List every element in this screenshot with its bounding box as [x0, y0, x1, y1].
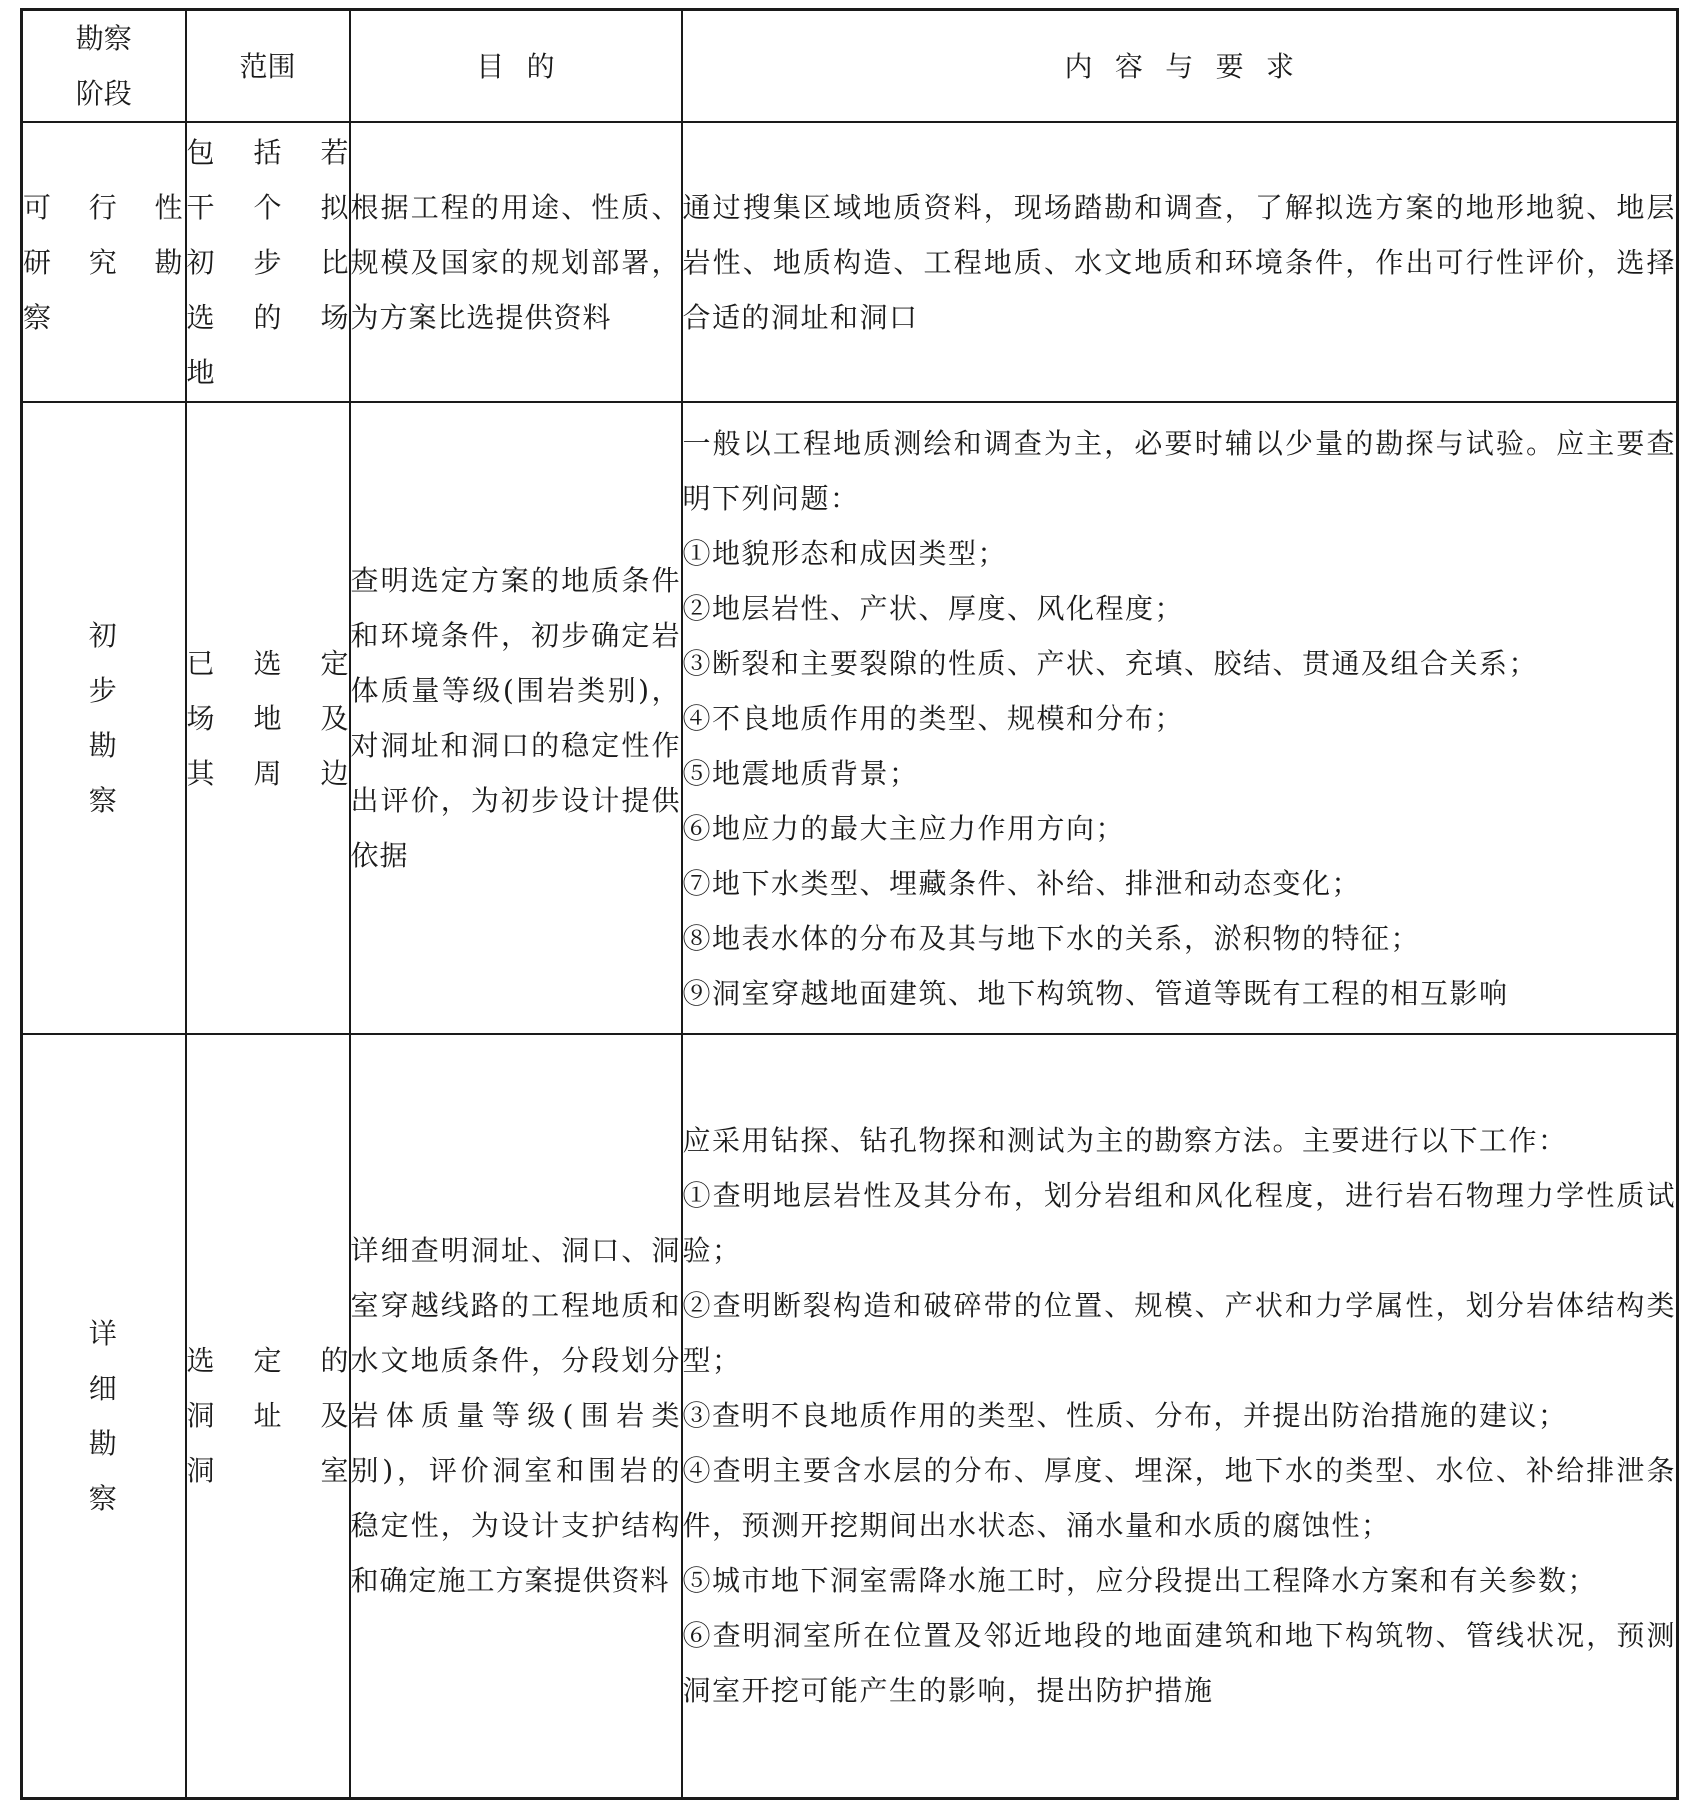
- header-goal: [350, 10, 682, 123]
- stage-line: 勘: [88, 1426, 119, 1460]
- detail-line: ⑨洞室穿越地面建筑、地下构筑物、管道等既有工程的相互影响: [682, 976, 1509, 1010]
- detail-line: ③断裂和主要裂隙的性质、产状、充填、胶结、贯通及组合关系；: [682, 646, 1539, 680]
- scope-line: 选的场: [186, 300, 349, 334]
- stage-line: 细: [88, 1371, 119, 1405]
- scope-line: 地: [186, 355, 215, 389]
- scope-cell: [186, 122, 350, 402]
- detail-line: ①查明地层岩性及其分布，划分岩组和风化程度，进行岩石物理力学性质试验；: [682, 1179, 1676, 1268]
- detail-line: ⑤城市地下洞室需降水施工时，应分段提出工程降水方案和有关参数；: [682, 1564, 1598, 1598]
- detail-cell: [682, 1034, 1678, 1798]
- detail-line: ⑤地震地质背景；: [682, 756, 919, 790]
- detail-cell: [682, 402, 1678, 1034]
- scope-line: 其周边: [186, 756, 349, 790]
- stage-line: 察: [88, 784, 119, 817]
- stage-line: 察: [23, 300, 54, 334]
- header-stage: [22, 10, 186, 123]
- detail-line: ④查明主要含水层的分布、厚度、埋深，地下水的类型、水位、补给排泄条件，预测开挖期间出水状态、涌水量和水质的腐蚀性；: [682, 1454, 1676, 1543]
- stage-cell: [22, 1034, 186, 1798]
- stage-cell: [22, 402, 186, 1034]
- scope-cell: [186, 1034, 350, 1798]
- scope-line: 洞址及: [186, 1399, 349, 1433]
- header-detail: [682, 10, 1678, 123]
- stage-line: 察: [88, 1481, 119, 1515]
- detail-line: ⑥地应力的最大主应力作用方向；: [682, 811, 1126, 845]
- stage-cell: [22, 122, 186, 402]
- stage-line: 详: [88, 1316, 119, 1350]
- scope-cell: [186, 402, 350, 1034]
- detail-line: ⑦地下水类型、埋藏条件、补给、排泄和动态变化；: [682, 866, 1362, 900]
- stage-line: 勘: [88, 729, 119, 762]
- scope-line: 场地及: [186, 701, 349, 735]
- stage-line: 初: [88, 619, 119, 652]
- scope-line: 选定的: [186, 1344, 349, 1378]
- detail-line: 一般以工程地质测绘和调查为主，必要时辅以少量的勘探与试验。应主要查明下列问题：: [682, 426, 1676, 515]
- header-goal-label: 目的: [476, 49, 578, 83]
- table-row-preliminary: [22, 402, 1678, 1034]
- goal-text: 详细查明洞址、洞口、洞室穿越线路的工程地质和水文地质条件，分段划分岩体质量等级(围岩类别)，评价洞室和围岩的稳定性，为设计支护结构和确定施工方案提供资料: [350, 1234, 681, 1598]
- scope-line: 洞室: [186, 1454, 349, 1488]
- scope-line: 初步比: [186, 245, 349, 279]
- stage-line: 可行性: [23, 190, 185, 224]
- detail-line: ②查明断裂构造和破碎带的位置、规模、产状和力学属性，划分岩体结构类型；: [682, 1289, 1676, 1378]
- goal-cell: [350, 402, 682, 1034]
- table-row-detailed: [22, 1034, 1678, 1798]
- table-header-row: [22, 10, 1678, 123]
- stage-line: 研究勘: [23, 245, 185, 279]
- scope-line: 包括若: [186, 135, 349, 169]
- detail-line: ①地貌形态和成因类型；: [682, 536, 1008, 570]
- detail-line: ②地层岩性、产状、厚度、风化程度；: [682, 591, 1185, 625]
- detail-line: ③查明不良地质作用的类型、性质、分布，并提出防治措施的建议；: [682, 1399, 1568, 1433]
- scope-line: 干个拟: [186, 190, 349, 224]
- detail-line: ⑧地表水体的分布及其与地下水的关系，淤积物的特征；: [682, 921, 1421, 955]
- stage-line: 步: [88, 674, 119, 707]
- goal-cell: [350, 122, 682, 402]
- header-stage-line-1: 勘察: [75, 22, 132, 55]
- detail-line: 应采用钻探、钻孔物探和测试为主的勘察方法。主要进行以下工作：: [682, 1124, 1568, 1158]
- header-scope-label: 范围: [239, 49, 296, 83]
- detail-line: ④不良地质作用的类型、规模和分布；: [682, 701, 1185, 735]
- header-scope: [186, 10, 350, 123]
- detail-line: ⑥查明洞室所在位置及邻近地段的地面建筑和地下构筑物、管线状况，预测洞室开挖可能产生的影响，提出防护措施: [682, 1619, 1676, 1708]
- goal-cell: [350, 1034, 682, 1798]
- goal-text: 查明选定方案的地质条件和环境条件，初步确定岩体质量等级(围岩类别)，对洞址和洞口的稳定性作出评价，为初步设计提供依据: [350, 564, 681, 872]
- detail-cell: [682, 122, 1678, 402]
- survey-stage-table: [20, 8, 1679, 1800]
- header-stage-line-2: 阶段: [75, 77, 132, 110]
- scope-line: 已选定: [186, 646, 349, 680]
- table-row-feasibility: [22, 122, 1678, 402]
- detail-line: 通过搜集区域地质资料，现场踏勘和调查，了解拟选方案的地形地貌、地层岩性、地质构造、工程地质、水文地质和环境条件，作出可行性评价，选择合适的洞址和洞口: [682, 190, 1676, 334]
- header-detail-label: 内容与要求: [1064, 49, 1317, 83]
- goal-text: 根据工程的用途、性质、规模及国家的规划部署，为方案比选提供资料: [350, 190, 681, 334]
